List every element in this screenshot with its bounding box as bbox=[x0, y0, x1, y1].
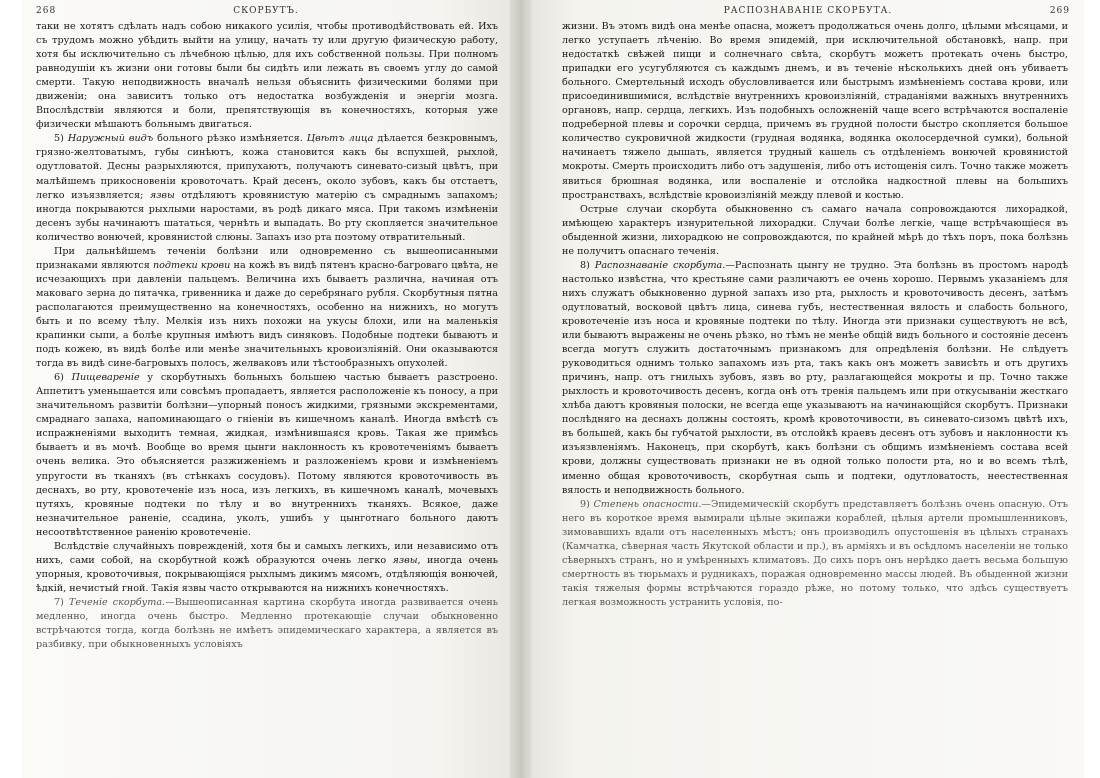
text-run: дѣлается безкровнымъ, грязно-желтоватымъ, губы синѣютъ, кожа становится какъ бы вспухшей, рыхлой, одутловатой. Десны разрыхляются, припухаютъ, получаютъ синевато-сизый цвѣтъ, при малѣйшемъ прикосновеніи кровоточатъ. Край десенъ, около зубовъ, какъ бы отстаетъ, легко изъязвляется; bbox=[36, 133, 498, 201]
paragraph bbox=[36, 20, 498, 132]
right-page bbox=[532, 0, 1084, 778]
paragraph bbox=[562, 498, 1068, 610]
running-head-right bbox=[546, 6, 1070, 20]
page-number-right: 269 bbox=[1049, 6, 1070, 16]
running-head-title-left: СКОРБУТЪ. bbox=[233, 6, 299, 16]
text-run: 6) bbox=[54, 372, 72, 384]
text-run: 8) bbox=[580, 259, 595, 271]
text-run: Острые случаи скорбута обыкновенно съ самаго начала сопровождаются лихорадкой, имѣющею характеръ изнурительной лихорадки. Случаи болѣе легкіе, чаще встрѣчающіеся въ обыденной жизни, лихорадкою не сопровождаются, по крайней мѣрѣ до тѣхъ поръ, пока болѣзнь не получитъ опаснаго теченія. bbox=[562, 203, 1068, 257]
text-run: у скорбутныхъ больныхъ большею частью бываетъ разстроено. Аппетитъ уменьшается или совсѣмъ пропадаетъ, является расположеніе къ поносу, а при значительномъ развитіи болѣзни—упорный поносъ жидкими, грязными экскрементами, смраднаго запаха, напоминающаго о гніеніи въ кишечномъ каналѣ. Иногда вмѣстѣ съ испражненіями выходитъ темная, жидкая, измѣнившаяся кровь. Такая же примѣсь бываетъ и въ мочѣ. Вообще во время цынги наклонность къ кровотеченіямъ бываетъ очень велика. Это объясняется разжиженіемъ и разложеніемъ крови и измѣненіемъ упругости въ тканяхъ (въ стѣнкахъ сосудовъ). Потому являются кровоточивость въ деснахъ, во рту, кровотеченіе изъ носа, изъ легкихъ, въ кишечномъ каналѣ, мочевыхъ путяхъ, кровяные подтеки по тѣлу и во внутреннихъ тканяхъ. Всякое, даже незначительное раненіе, ссадина, уколъ, ушибъ у цынготнаго больного даютъ несоотвѣтственное раненію кровотеченіе. bbox=[36, 372, 498, 538]
text-run: 7) bbox=[54, 596, 69, 608]
paragraph bbox=[36, 245, 498, 371]
paragraph bbox=[36, 132, 498, 244]
text-run: При дальнѣйшемъ теченіи болѣзни или одновременно съ вышеописанными признаками являются bbox=[36, 245, 498, 271]
italic-heading: подтеки крови bbox=[152, 259, 231, 271]
italic-heading: Наружный видъ bbox=[67, 133, 154, 145]
running-head-title-right: РАСПОЗНАВАНІЕ СКОРБУТА. bbox=[723, 6, 893, 16]
italic-heading: Цвѣтъ лица bbox=[306, 133, 374, 145]
italic-heading: Распознаваніе скорбута. bbox=[594, 259, 726, 271]
text-run: 5) bbox=[54, 133, 68, 145]
paragraph bbox=[36, 371, 498, 540]
book-gutter bbox=[510, 0, 532, 778]
paragraph bbox=[562, 20, 1068, 203]
italic-heading: язвы bbox=[392, 554, 418, 566]
paragraph bbox=[36, 540, 498, 596]
text-run: , иногда очень упорныя, кровоточивыя, покрывающіяся рыхлымъ дикимъ мясомъ, отдѣляющія вонючей, ѣдкій, нечистый гной. Такія язвы часто открываются на нижнихъ конечностяхъ. bbox=[36, 554, 499, 594]
running-head-left bbox=[36, 6, 496, 20]
text-run: таки не хотятъ сдѣлать надъ собою никакого усилія, чтобы противодѣйствовать ей. Ихъ съ трудомъ можно убѣдить выйти на улицу, начать ту или другую физическую работу, хотя бы исключительно съ лѣчебною цѣлью, для ихъ собственной пользы. При полномъ равнодушіи къ жизни они готовы были бы сидѣть или лежать въ своемъ углу до самой смерти. Такую неподвижность вначалѣ нельзя объяснить физическими болями при движеніи; она зависитъ только отъ недостатка возбужденія и энергіи мозга. Впослѣдствіи являются и боли, препятствующія въ конечностяхъ, которыя уже физически мѣшаютъ больнымъ двигаться. bbox=[36, 21, 498, 131]
text-run: —Вышеописанная картина скорбута иногда развивается очень медленно, иногда очень быстро. Медленно протекающіе случаи обыкновенно встрѣчаются тогда, когда болѣзнь не имѣетъ эпидемическаго характера, а является въ разбивку, при обыкновенныхъ условіяхъ bbox=[36, 596, 498, 651]
text-run: —Распознать цынгу не трудно. Эта болѣзнь въ простомъ народѣ настолько извѣстна, что крестьяне сами различаютъ ее очень хорошо. Первымъ указаніемъ для нихъ служатъ обыкновенно дурной запахъ изо рта, рыхлость и кровоточивость десенъ, затѣмъ одутловатый, восковой цвѣтъ лица, синева губъ, нестественная вялость и слабость больного, кровотеченіе изъ носа и кровяные подтеки по тѣлу. Иногда эти признаки существуютъ не всѣ, или бываютъ выражены не очень рѣзко, но тѣмъ не менѣе общій видъ больного и состояніе десенъ всегда могутъ служить достаточнымъ признакомъ для опредѣленія болѣзни. Не слѣдуетъ руководиться однимъ только запахомъ изъ рта, такъ какъ онъ можетъ зависѣть и отъ другихъ причинъ, напр. отъ гнилыхъ зубовъ, язвъ во рту, разлагающейся мокроты и пр. Точно также рыхлость и кровоточивость десенъ, когда онѣ отъ тренія пальцемъ или при откусываніи жесткаго хлѣба даютъ кровяныя полоски, не всегда еще указываютъ на начинающійся скорбутъ. Признаки послѣдняго на деснахъ должны состоять, кромѣ кровоточивости, въ синевато-сизомъ цвѣтѣ ихъ, въ большей, какъ бы губчатой рыхлости, въ отслойкѣ краевъ десенъ отъ зубовъ и наклонности къ изъязвленіямъ. Наконецъ, при скорбутѣ, какъ болѣзни съ общимъ измѣненіемъ состава всей крови, должны существовать признаки не въ одной только полости рта, но и во всемъ тѣлѣ, именно общая кровоточивость, скорбутная сыпь и подтеки, одутловатость, неестественная вялость и неподвижность больного. bbox=[562, 259, 1068, 496]
paragraph bbox=[36, 596, 498, 652]
left-text-block bbox=[36, 20, 498, 652]
italic-heading: Пищевареніе bbox=[71, 372, 140, 384]
text-run: жизни. Въ этомъ видѣ она менѣе опасна, можетъ продолжаться очень долго, цѣлыми мѣсяцами, и легко уступаетъ лѣченію. Во время эпидемій, при исключительной обстановкѣ, напр. при недостаткѣ свѣжей пищи и солнечнаго свѣта, скорбутъ можетъ протекать очень быстро, припадки его усугубляются съ каждымъ днемъ, и въ теченіе нѣсколькихъ дней онъ убиваетъ больного. Смертельный исходъ обусловливается или быстрымъ измѣненіемъ состава крови, или присоединившимися, вслѣдствіе внутреннихъ кровоизліяній, страданіями важныхъ внутреннихъ органовъ, напр. сердца, легкихъ. Изъ подобныхъ осложненій чаще всего встрѣчаются воспаленіе подреберной плевы и сорочки сердца, причемъ въ грудной полости быстро скопляется большое количество сукровичной жидкости (грудная водянка, водянка околосердечной сумки), больной начинаетъ тяжело дышать, является трудный кашель съ отдѣленіемъ вонючей кровянистой мокроты. Смерть происходитъ либо отъ задушенія, либо отъ истощенія силъ. Точно также можетъ явиться брюшная водянка, или воспаленіе и отслойка надкостной плевы на большихъ пространствахъ, вслѣдствіе кровоизліяній между плевой и костью. bbox=[562, 21, 1068, 201]
paragraph bbox=[562, 203, 1068, 259]
text-run: Вслѣдствіе случайныхъ поврежденій, хотя бы и самыхъ легкихъ, или независимо отъ нихъ, сами собой, на скорбутной кожѣ образуются очень легко bbox=[36, 540, 498, 566]
right-text-block bbox=[562, 20, 1068, 610]
left-page bbox=[22, 0, 510, 778]
italic-heading: Степень опасности. bbox=[593, 498, 702, 510]
italic-heading: язвы bbox=[149, 189, 175, 201]
text-run: 9) bbox=[580, 498, 594, 510]
text-run: больного рѣзко измѣняется. bbox=[153, 133, 307, 145]
italic-heading: Теченіе скорбута. bbox=[68, 596, 166, 608]
paragraph bbox=[562, 259, 1068, 498]
text-run: на кожѣ въ видѣ пятенъ красно-багроваго цвѣта, не исчезающихъ при давленіи пальцемъ. Величина ихъ бываетъ различна, начиная отъ маковаго зерна до пятачка, гривенника и даже до серебрянаго рубля. Скорбутныя пятна располагаются преимущественно на конечностяхъ, особенно на нижнихъ, но могутъ быть и по всему тѣлу. Мелкія изъ нихъ похожи на укусы блохи, или на маленькія крапинки сыпи, а болѣе крупныя имѣютъ видъ синяковъ. Подобные подтеки бываютъ и подъ кожею, въ видѣ болѣе или менѣе значительныхъ кровоизліяній. Они оказываются тогда въ видѣ сине-багровыхъ полосъ, желваковъ или тѣстообразныхъ опухолей. bbox=[36, 259, 498, 370]
text-run: отдѣляютъ кровянистую матерію съ смраднымъ запахомъ; иногда покрываются рыхлыми наростами, въ родѣ дикаго мяса. При такомъ измѣненіи десенъ зубы начинаютъ шататься, чернѣть и выпадать. Во рту скопляется значительное количество вонючей, кровянистой слюны. Запахъ изо рта поэтому отвратительный. bbox=[36, 189, 498, 243]
text-run: —Эпидемическій скорбутъ представляетъ болѣзнь очень опасную. Отъ него въ короткое время вымирали цѣлые экипажи кораблей, цѣлыя артели промышленниковъ, зимовавшихъ вдали отъ населенныхъ мѣстъ; онъ производилъ опустошенія въ цѣлыхъ странахъ (Камчатка, сѣверная часть Якутской области и пр.), въ арміяхъ и въ осѣдломъ населеніи не только сѣверныхъ странъ, но и умѣренныхъ климатовъ. До сихъ поръ онъ нерѣдко даетъ весьма большую смертность въ тюрьмахъ и рудникахъ, поражая одновременно массы людей. Въ обыденной жизни такія тяжелыя формы встрѣчаются гораздо рѣже, но потому только, что здѣсь существуетъ легкая возможность устранить условія, по- bbox=[562, 498, 1069, 608]
page-number-left: 268 bbox=[36, 6, 57, 16]
